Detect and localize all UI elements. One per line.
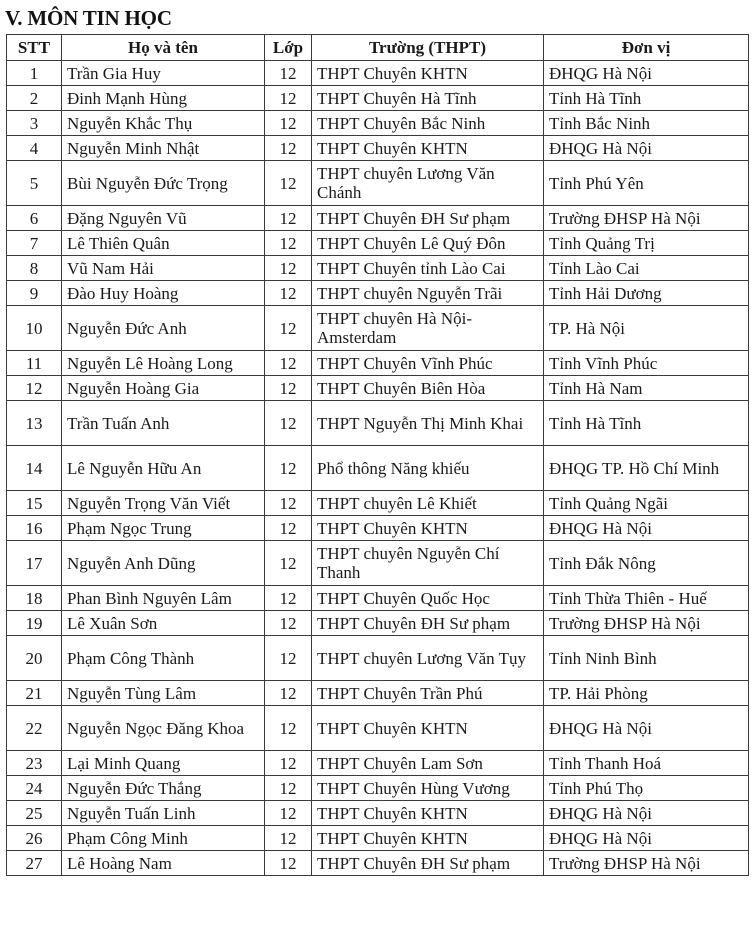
- cell-name: Nguyễn Trọng Văn Viết: [62, 491, 265, 516]
- cell-unit: TP. Hải Phòng: [544, 681, 749, 706]
- cell-unit: Tỉnh Thừa Thiên - Huế: [544, 586, 749, 611]
- cell-class: 12: [265, 351, 312, 376]
- cell-name: Lê Xuân Sơn: [62, 611, 265, 636]
- cell-school: THPT Chuyên Lê Quý Đôn: [312, 231, 544, 256]
- section-title: V. MÔN TIN HỌC: [5, 6, 172, 30]
- cell-class: 12: [265, 111, 312, 136]
- cell-school: THPT Chuyên Vĩnh Phúc: [312, 351, 544, 376]
- cell-name: Nguyễn Tuấn Linh: [62, 801, 265, 826]
- cell-school: THPT Chuyên Hà Tĩnh: [312, 86, 544, 111]
- cell-school: THPT Chuyên ĐH Sư phạm: [312, 206, 544, 231]
- cell-school: THPT Chuyên ĐH Sư phạm: [312, 851, 544, 876]
- cell-unit: Tỉnh Hải Dương: [544, 281, 749, 306]
- header-unit: Đơn vị: [544, 35, 749, 61]
- cell-school: THPT Chuyên tỉnh Lào Cai: [312, 256, 544, 281]
- cell-name: Đinh Mạnh Hùng: [62, 86, 265, 111]
- cell-stt: 15: [7, 491, 62, 516]
- cell-stt: 5: [7, 161, 62, 206]
- cell-class: 12: [265, 541, 312, 586]
- cell-unit: Tỉnh Hà Tĩnh: [544, 401, 749, 446]
- cell-unit: ĐHQG Hà Nội: [544, 61, 749, 86]
- cell-class: 12: [265, 491, 312, 516]
- cell-class: 12: [265, 851, 312, 876]
- cell-stt: 12: [7, 376, 62, 401]
- cell-stt: 4: [7, 136, 62, 161]
- cell-class: 12: [265, 611, 312, 636]
- cell-school: Phổ thông Năng khiếu: [312, 446, 544, 491]
- table-row: [7, 751, 749, 776]
- table-row: [7, 801, 749, 826]
- table-row: [7, 256, 749, 281]
- cell-school: THPT Chuyên Quốc Học: [312, 586, 544, 611]
- cell-school: THPT Chuyên KHTN: [312, 61, 544, 86]
- table-row: [7, 446, 749, 491]
- cell-name: Nguyễn Minh Nhật: [62, 136, 265, 161]
- cell-stt: 24: [7, 776, 62, 801]
- cell-unit: ĐHQG Hà Nội: [544, 516, 749, 541]
- cell-stt: 27: [7, 851, 62, 876]
- cell-name: Nguyễn Anh Dũng: [62, 541, 265, 586]
- cell-stt: 22: [7, 706, 62, 751]
- cell-class: 12: [265, 61, 312, 86]
- cell-stt: 8: [7, 256, 62, 281]
- cell-name: Lại Minh Quang: [62, 751, 265, 776]
- cell-unit: Tỉnh Hà Nam: [544, 376, 749, 401]
- table-row: [7, 401, 749, 446]
- cell-name: Nguyễn Tùng Lâm: [62, 681, 265, 706]
- table-row: [7, 776, 749, 801]
- cell-stt: 17: [7, 541, 62, 586]
- table-row: [7, 611, 749, 636]
- cell-stt: 14: [7, 446, 62, 491]
- cell-stt: 26: [7, 826, 62, 851]
- cell-school: THPT Chuyên Lam Sơn: [312, 751, 544, 776]
- cell-name: Trần Gia Huy: [62, 61, 265, 86]
- cell-name: Đào Huy Hoàng: [62, 281, 265, 306]
- cell-stt: 25: [7, 801, 62, 826]
- cell-stt: 23: [7, 751, 62, 776]
- table-row: [7, 206, 749, 231]
- cell-school: THPT Chuyên ĐH Sư phạm: [312, 611, 544, 636]
- cell-unit: Tỉnh Vĩnh Phúc: [544, 351, 749, 376]
- cell-school: THPT Chuyên Hùng Vương: [312, 776, 544, 801]
- cell-unit: Trường ĐHSP Hà Nội: [544, 206, 749, 231]
- cell-unit: Trường ĐHSP Hà Nội: [544, 611, 749, 636]
- header-stt: STT: [7, 35, 62, 61]
- cell-school: THPT chuyên Lương Văn Tụy: [312, 636, 544, 681]
- cell-stt: 21: [7, 681, 62, 706]
- cell-unit: Tỉnh Phú Thọ: [544, 776, 749, 801]
- cell-name: Trần Tuấn Anh: [62, 401, 265, 446]
- cell-class: 12: [265, 706, 312, 751]
- cell-school: THPT Chuyên KHTN: [312, 136, 544, 161]
- cell-class: 12: [265, 826, 312, 851]
- cell-name: Bùi Nguyễn Đức Trọng: [62, 161, 265, 206]
- table-row: [7, 376, 749, 401]
- cell-name: Nguyễn Lê Hoàng Long: [62, 351, 265, 376]
- table-row: [7, 681, 749, 706]
- table-row: [7, 706, 749, 751]
- cell-name: Phạm Ngọc Trung: [62, 516, 265, 541]
- cell-stt: 1: [7, 61, 62, 86]
- cell-name: Nguyễn Đức Anh: [62, 306, 265, 351]
- table-row: [7, 111, 749, 136]
- table-row: [7, 586, 749, 611]
- cell-stt: 10: [7, 306, 62, 351]
- cell-stt: 19: [7, 611, 62, 636]
- cell-stt: 9: [7, 281, 62, 306]
- cell-stt: 20: [7, 636, 62, 681]
- table-row: [7, 541, 749, 586]
- table-row: [7, 351, 749, 376]
- cell-school: THPT chuyên Hà Nội-Amsterdam: [312, 306, 544, 351]
- cell-unit: Tỉnh Hà Tĩnh: [544, 86, 749, 111]
- cell-stt: 18: [7, 586, 62, 611]
- cell-stt: 13: [7, 401, 62, 446]
- table-row: [7, 281, 749, 306]
- table-header-row: [7, 35, 749, 61]
- table-row: [7, 161, 749, 206]
- cell-name: Lê Thiên Quân: [62, 231, 265, 256]
- cell-school: THPT Chuyên KHTN: [312, 516, 544, 541]
- cell-school: THPT Chuyên KHTN: [312, 826, 544, 851]
- cell-school: THPT Nguyễn Thị Minh Khai: [312, 401, 544, 446]
- student-roster-table: [6, 34, 749, 876]
- cell-unit: Tỉnh Bắc Ninh: [544, 111, 749, 136]
- cell-class: 12: [265, 256, 312, 281]
- cell-unit: ĐHQG Hà Nội: [544, 706, 749, 751]
- cell-class: 12: [265, 161, 312, 206]
- cell-class: 12: [265, 281, 312, 306]
- cell-stt: 6: [7, 206, 62, 231]
- cell-unit: Tỉnh Thanh Hoá: [544, 751, 749, 776]
- cell-class: 12: [265, 516, 312, 541]
- cell-school: THPT Chuyên KHTN: [312, 706, 544, 751]
- cell-stt: 11: [7, 351, 62, 376]
- table-row: [7, 826, 749, 851]
- cell-stt: 3: [7, 111, 62, 136]
- cell-name: Phạm Công Thành: [62, 636, 265, 681]
- cell-unit: ĐHQG Hà Nội: [544, 801, 749, 826]
- header-school: Trường (THPT): [312, 35, 544, 61]
- cell-class: 12: [265, 401, 312, 446]
- cell-school: THPT Chuyên KHTN: [312, 801, 544, 826]
- cell-school: THPT Chuyên Bắc Ninh: [312, 111, 544, 136]
- cell-school: THPT chuyên Nguyễn Chí Thanh: [312, 541, 544, 586]
- table-row: [7, 306, 749, 351]
- cell-school: THPT chuyên Lương Văn Chánh: [312, 161, 544, 206]
- cell-unit: Tỉnh Quảng Ngãi: [544, 491, 749, 516]
- cell-class: 12: [265, 586, 312, 611]
- cell-name: Nguyễn Khắc Thụ: [62, 111, 265, 136]
- cell-stt: 7: [7, 231, 62, 256]
- cell-school: THPT chuyên Nguyễn Trãi: [312, 281, 544, 306]
- header-class: Lớp: [265, 35, 312, 61]
- cell-name: Phan Bình Nguyên Lâm: [62, 586, 265, 611]
- cell-class: 12: [265, 751, 312, 776]
- cell-class: 12: [265, 206, 312, 231]
- cell-name: Lê Hoàng Nam: [62, 851, 265, 876]
- cell-unit: Tỉnh Lào Cai: [544, 256, 749, 281]
- cell-unit: Tỉnh Quảng Trị: [544, 231, 749, 256]
- cell-stt: 16: [7, 516, 62, 541]
- cell-class: 12: [265, 86, 312, 111]
- cell-class: 12: [265, 306, 312, 351]
- table-row: [7, 61, 749, 86]
- cell-unit: ĐHQG Hà Nội: [544, 826, 749, 851]
- table-row: [7, 136, 749, 161]
- cell-class: 12: [265, 231, 312, 256]
- cell-name: Nguyễn Hoàng Gia: [62, 376, 265, 401]
- cell-school: THPT chuyên Lê Khiết: [312, 491, 544, 516]
- header-name: Họ và tên: [62, 35, 265, 61]
- table-row: [7, 851, 749, 876]
- cell-name: Phạm Công Minh: [62, 826, 265, 851]
- cell-name: Nguyễn Ngọc Đăng Khoa: [62, 706, 265, 751]
- table-row: [7, 516, 749, 541]
- cell-school: THPT Chuyên Trần Phú: [312, 681, 544, 706]
- table-row: [7, 86, 749, 111]
- cell-unit: ĐHQG Hà Nội: [544, 136, 749, 161]
- cell-name: Nguyễn Đức Thắng: [62, 776, 265, 801]
- cell-class: 12: [265, 376, 312, 401]
- cell-class: 12: [265, 636, 312, 681]
- cell-class: 12: [265, 136, 312, 161]
- cell-unit: Tỉnh Đắk Nông: [544, 541, 749, 586]
- cropped-text-fragment: [40, 0, 680, 5]
- cell-unit: Trường ĐHSP Hà Nội: [544, 851, 749, 876]
- cell-class: 12: [265, 681, 312, 706]
- cell-unit: Tỉnh Ninh Bình: [544, 636, 749, 681]
- table-row: [7, 231, 749, 256]
- cell-unit: ĐHQG TP. Hồ Chí Minh: [544, 446, 749, 491]
- table-row: [7, 491, 749, 516]
- cell-name: Lê Nguyễn Hữu An: [62, 446, 265, 491]
- cell-school: THPT Chuyên Biên Hòa: [312, 376, 544, 401]
- cropped-previous-line: [40, 0, 680, 5]
- cell-name: Đặng Nguyên Vũ: [62, 206, 265, 231]
- cell-class: 12: [265, 446, 312, 491]
- cell-class: 12: [265, 801, 312, 826]
- table-row: [7, 636, 749, 681]
- cell-unit: TP. Hà Nội: [544, 306, 749, 351]
- cell-stt: 2: [7, 86, 62, 111]
- cell-name: Vũ Nam Hải: [62, 256, 265, 281]
- cell-class: 12: [265, 776, 312, 801]
- cell-unit: Tỉnh Phú Yên: [544, 161, 749, 206]
